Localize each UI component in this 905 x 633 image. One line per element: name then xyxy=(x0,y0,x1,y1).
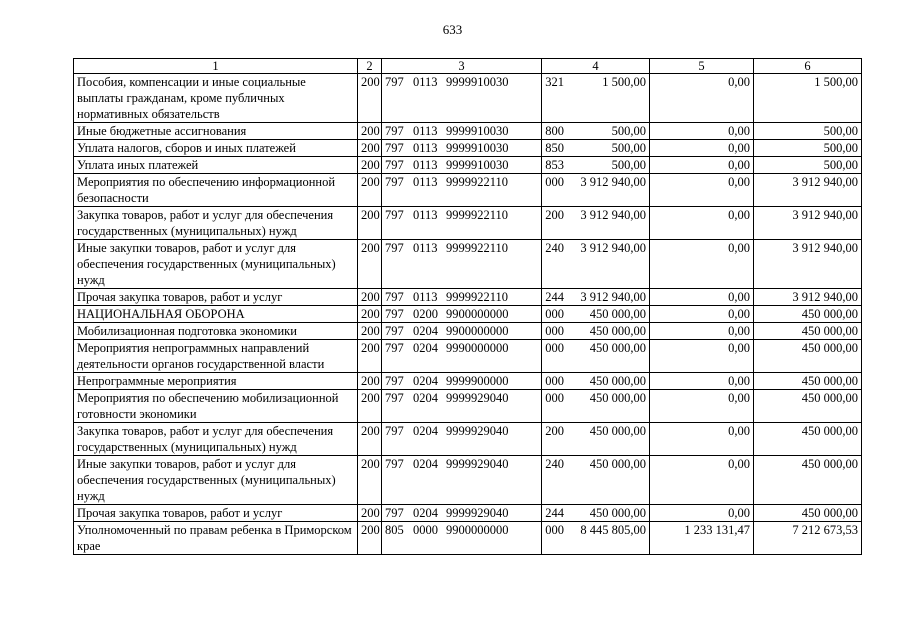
row-col-5: 1 233 131,47 xyxy=(650,522,754,555)
table-row xyxy=(74,207,862,240)
table-row xyxy=(74,140,862,157)
razdel-code: 0113 xyxy=(413,141,438,155)
row-name: Закупка товаров, работ и услуг для обеспечения государственных (муниципальных) нужд xyxy=(74,423,358,456)
row-code-2: 200 xyxy=(358,289,382,306)
row-col-4: 450 000,00 xyxy=(542,373,650,390)
header-col-1: 1 xyxy=(74,59,358,74)
row-code-3 xyxy=(382,340,564,373)
vr-code: 800 xyxy=(545,124,564,138)
row-code-2: 200 xyxy=(358,340,382,373)
table-row xyxy=(74,240,862,289)
row-col-6: 3 912 940,00 xyxy=(754,240,862,289)
vr-code: 000 xyxy=(545,374,564,388)
table-row xyxy=(74,74,862,123)
row-col-6: 450 000,00 xyxy=(754,373,862,390)
row-col-4: 450 000,00 xyxy=(542,423,650,456)
row-name: Иные бюджетные ассигнования xyxy=(74,123,358,140)
csr-code: 9999929040 xyxy=(446,506,509,520)
razdel-code: 0113 xyxy=(413,158,438,172)
razdel-code: 0113 xyxy=(413,175,438,189)
row-code-2: 200 xyxy=(358,207,382,240)
csr-code: 9999900000 xyxy=(446,374,509,388)
grbs-code: 797 xyxy=(385,391,404,405)
row-col-4: 3 912 940,00 xyxy=(542,240,650,289)
row-name: Прочая закупка товаров, работ и услуг xyxy=(74,289,358,306)
table-row xyxy=(74,323,862,340)
table-row xyxy=(74,157,862,174)
csr-code: 9990000000 xyxy=(446,341,509,355)
row-col-4: 450 000,00 xyxy=(542,456,650,505)
row-col-6: 450 000,00 xyxy=(754,423,862,456)
vr-code: 200 xyxy=(545,208,564,222)
csr-code: 9999922110 xyxy=(446,175,509,189)
row-code-3 xyxy=(382,157,564,174)
row-code-2: 200 xyxy=(358,174,382,207)
grbs-code: 797 xyxy=(385,341,404,355)
row-code-3 xyxy=(382,505,564,522)
header-col-5: 5 xyxy=(650,59,754,74)
row-code-3 xyxy=(382,306,564,323)
row-col-5: 0,00 xyxy=(650,323,754,340)
row-name: НАЦИОНАЛЬНАЯ ОБОРОНА xyxy=(74,306,358,323)
grbs-code: 797 xyxy=(385,208,404,222)
row-code-3 xyxy=(382,390,564,423)
razdel-code: 0204 xyxy=(413,506,438,520)
row-name: Мероприятия по обеспечению информационной безопасности xyxy=(74,174,358,207)
row-col-6: 7 212 673,53 xyxy=(754,522,862,555)
grbs-code: 797 xyxy=(385,175,404,189)
grbs-code: 797 xyxy=(385,241,404,255)
row-col-4: 8 445 805,00 xyxy=(542,522,650,555)
row-col-6: 3 912 940,00 xyxy=(754,289,862,306)
vr-code: 244 xyxy=(545,506,564,520)
table-row xyxy=(74,423,862,456)
csr-code: 9999910030 xyxy=(446,141,509,155)
razdel-code: 0204 xyxy=(413,341,438,355)
razdel-code: 0204 xyxy=(413,391,438,405)
row-col-5: 0,00 xyxy=(650,306,754,323)
row-name: Мобилизационная подготовка экономики xyxy=(74,323,358,340)
header-col-3: 3 xyxy=(382,59,542,74)
grbs-code: 797 xyxy=(385,506,404,520)
grbs-code: 797 xyxy=(385,307,404,321)
row-code-3 xyxy=(382,423,564,456)
razdel-code: 0204 xyxy=(413,324,438,338)
header-row xyxy=(74,59,862,74)
row-col-6: 450 000,00 xyxy=(754,323,862,340)
razdel-code: 0200 xyxy=(413,307,438,321)
row-code-3 xyxy=(382,207,564,240)
row-code-2: 200 xyxy=(358,240,382,289)
vr-code: 200 xyxy=(545,424,564,438)
csr-code: 9999922110 xyxy=(446,208,509,222)
csr-code: 9999929040 xyxy=(446,424,509,438)
row-code-3 xyxy=(382,323,564,340)
row-col-5: 0,00 xyxy=(650,373,754,390)
table-row xyxy=(74,373,862,390)
csr-code: 9999922110 xyxy=(446,241,509,255)
row-code-2: 200 xyxy=(358,306,382,323)
row-col-6: 500,00 xyxy=(754,157,862,174)
vr-code: 240 xyxy=(545,241,564,255)
vr-code: 000 xyxy=(545,175,564,189)
grbs-code: 797 xyxy=(385,457,404,471)
budget-table xyxy=(73,58,862,555)
row-code-2: 200 xyxy=(358,157,382,174)
table-body xyxy=(74,74,862,555)
row-col-5: 0,00 xyxy=(650,505,754,522)
row-col-6: 3 912 940,00 xyxy=(754,174,862,207)
row-code-2: 200 xyxy=(358,323,382,340)
row-code-3 xyxy=(382,240,564,289)
vr-code: 000 xyxy=(545,391,564,405)
row-name: Мероприятия непрограммных направлений деятельности органов государственной власти xyxy=(74,340,358,373)
row-col-4: 450 000,00 xyxy=(542,306,650,323)
row-name: Пособия, компенсации и иные социальные выплаты гражданам, кроме публичных нормативных обязательств xyxy=(74,74,358,123)
vr-code: 000 xyxy=(545,341,564,355)
row-col-4: 3 912 940,00 xyxy=(542,289,650,306)
grbs-code: 797 xyxy=(385,290,404,304)
header-col-2: 2 xyxy=(358,59,382,74)
table-row xyxy=(74,505,862,522)
grbs-code: 797 xyxy=(385,324,404,338)
table-row xyxy=(74,390,862,423)
row-col-4: 1 500,00 xyxy=(542,74,650,123)
row-col-4: 450 000,00 xyxy=(542,340,650,373)
row-name: Мероприятия по обеспечению мобилизационной готовности экономики xyxy=(74,390,358,423)
csr-code: 9900000000 xyxy=(446,324,509,338)
header-col-4: 4 xyxy=(542,59,650,74)
csr-code: 9999910030 xyxy=(446,75,509,89)
table-row xyxy=(74,174,862,207)
table-row xyxy=(74,306,862,323)
table-row xyxy=(74,456,862,505)
razdel-code: 0204 xyxy=(413,457,438,471)
row-col-4: 500,00 xyxy=(542,123,650,140)
row-name: Уполномоченный по правам ребенка в Приморском крае xyxy=(74,522,358,555)
row-col-5: 0,00 xyxy=(650,240,754,289)
row-code-2: 200 xyxy=(358,140,382,157)
csr-code: 9900000000 xyxy=(446,307,509,321)
vr-code: 000 xyxy=(545,324,564,338)
row-col-6: 500,00 xyxy=(754,140,862,157)
row-col-5: 0,00 xyxy=(650,340,754,373)
row-code-3 xyxy=(382,456,564,505)
row-code-2: 200 xyxy=(358,423,382,456)
row-col-6: 450 000,00 xyxy=(754,456,862,505)
row-col-6: 500,00 xyxy=(754,123,862,140)
header-col-6: 6 xyxy=(754,59,862,74)
row-code-2: 200 xyxy=(358,456,382,505)
razdel-code: 0204 xyxy=(413,424,438,438)
vr-code: 850 xyxy=(545,141,564,155)
row-col-4: 450 000,00 xyxy=(542,390,650,423)
row-code-3 xyxy=(382,140,564,157)
grbs-code: 805 xyxy=(385,523,404,537)
row-code-2: 200 xyxy=(358,74,382,123)
grbs-code: 797 xyxy=(385,75,404,89)
row-col-5: 0,00 xyxy=(650,157,754,174)
row-code-3 xyxy=(382,373,564,390)
row-code-3 xyxy=(382,74,564,123)
row-col-5: 0,00 xyxy=(650,423,754,456)
grbs-code: 797 xyxy=(385,374,404,388)
row-col-5: 0,00 xyxy=(650,289,754,306)
razdel-code: 0113 xyxy=(413,124,438,138)
row-col-4: 450 000,00 xyxy=(542,323,650,340)
row-col-6: 450 000,00 xyxy=(754,306,862,323)
table-row xyxy=(74,522,862,555)
csr-code: 9999922110 xyxy=(446,290,509,304)
csr-code: 9999910030 xyxy=(446,158,509,172)
table-row xyxy=(74,289,862,306)
razdel-code: 0113 xyxy=(413,241,438,255)
row-col-5: 0,00 xyxy=(650,207,754,240)
row-col-6: 3 912 940,00 xyxy=(754,207,862,240)
row-col-5: 0,00 xyxy=(650,123,754,140)
csr-code: 9999910030 xyxy=(446,124,509,138)
grbs-code: 797 xyxy=(385,424,404,438)
vr-code: 240 xyxy=(545,457,564,471)
razdel-code: 0000 xyxy=(413,523,438,537)
row-col-6: 450 000,00 xyxy=(754,390,862,423)
csr-code: 9999929040 xyxy=(446,457,509,471)
table-row xyxy=(74,123,862,140)
csr-code: 9999929040 xyxy=(446,391,509,405)
row-col-4: 500,00 xyxy=(542,140,650,157)
row-name: Иные закупки товаров, работ и услуг для обеспечения государственных (муниципальных) нужд xyxy=(74,240,358,289)
table-row xyxy=(74,340,862,373)
row-name: Непрограммные мероприятия xyxy=(74,373,358,390)
row-col-6: 450 000,00 xyxy=(754,340,862,373)
row-code-3 xyxy=(382,123,564,140)
row-col-4: 500,00 xyxy=(542,157,650,174)
row-col-5: 0,00 xyxy=(650,74,754,123)
row-col-5: 0,00 xyxy=(650,140,754,157)
razdel-code: 0113 xyxy=(413,290,438,304)
razdel-code: 0113 xyxy=(413,208,438,222)
row-name: Закупка товаров, работ и услуг для обеспечения государственных (муниципальных) нужд xyxy=(74,207,358,240)
grbs-code: 797 xyxy=(385,158,404,172)
row-col-4: 3 912 940,00 xyxy=(542,174,650,207)
row-name: Прочая закупка товаров, работ и услуг xyxy=(74,505,358,522)
row-name: Иные закупки товаров, работ и услуг для обеспечения государственных (муниципальных) нужд xyxy=(74,456,358,505)
row-code-2: 200 xyxy=(358,505,382,522)
vr-code: 244 xyxy=(545,290,564,304)
csr-code: 9900000000 xyxy=(446,523,509,537)
vr-code: 000 xyxy=(545,307,564,321)
grbs-code: 797 xyxy=(385,141,404,155)
vr-code: 000 xyxy=(545,523,564,537)
row-code-2: 200 xyxy=(358,123,382,140)
row-name: Уплата налогов, сборов и иных платежей xyxy=(74,140,358,157)
page-number: 633 xyxy=(442,22,463,37)
row-col-4: 3 912 940,00 xyxy=(542,207,650,240)
vr-code: 853 xyxy=(545,158,564,172)
row-col-5: 0,00 xyxy=(650,174,754,207)
row-col-5: 0,00 xyxy=(650,456,754,505)
row-code-2: 200 xyxy=(358,390,382,423)
row-code-2: 200 xyxy=(358,522,382,555)
row-code-3 xyxy=(382,174,564,207)
row-col-6: 1 500,00 xyxy=(754,74,862,123)
vr-code: 321 xyxy=(545,75,564,89)
razdel-code: 0113 xyxy=(413,75,438,89)
row-code-2: 200 xyxy=(358,373,382,390)
row-col-6: 450 000,00 xyxy=(754,505,862,522)
row-col-5: 0,00 xyxy=(650,390,754,423)
row-col-4: 450 000,00 xyxy=(542,505,650,522)
row-code-3 xyxy=(382,289,564,306)
row-code-3 xyxy=(382,522,564,555)
row-name: Уплата иных платежей xyxy=(74,157,358,174)
razdel-code: 0204 xyxy=(413,374,438,388)
grbs-code: 797 xyxy=(385,124,404,138)
